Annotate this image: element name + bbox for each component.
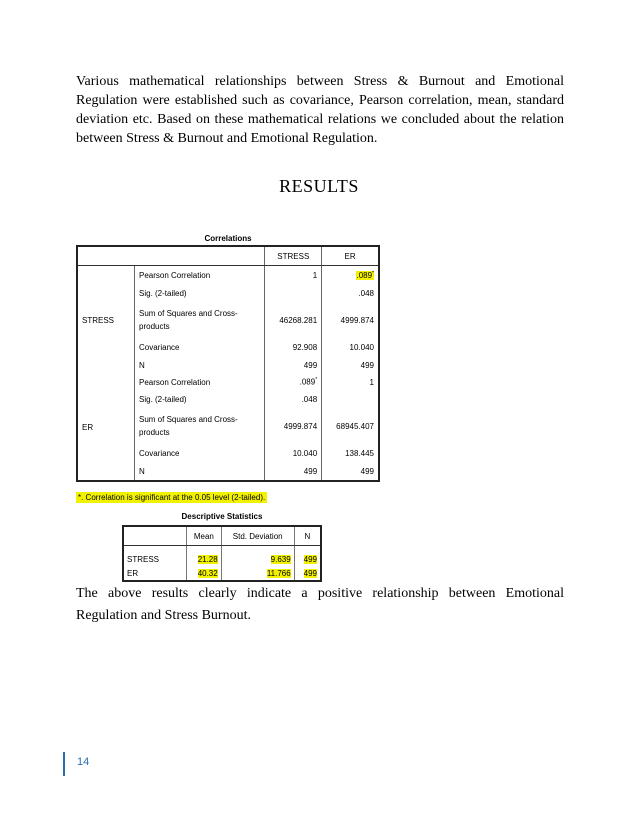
table-row xyxy=(123,566,321,581)
table-row xyxy=(123,552,321,566)
row-label: Sig. (2-tailed) xyxy=(139,288,187,298)
table-cell: 68945.407 xyxy=(322,408,379,444)
table-cell: 1 xyxy=(265,266,322,285)
column-header-er: ER xyxy=(322,246,379,266)
table-cell: 499 xyxy=(294,552,321,566)
table-cell: 92.908 xyxy=(265,338,322,356)
table-cell: 21.28 xyxy=(187,552,222,566)
row-label: Sum of Squares and Cross- products xyxy=(139,415,238,437)
table-header-row xyxy=(77,246,379,266)
highlighted-value: .089* xyxy=(356,270,374,280)
table-cell: 46268.281 xyxy=(265,302,322,338)
column-header-stress: STRESS xyxy=(265,246,322,266)
row-label: Sig. (2-tailed) xyxy=(139,394,187,404)
significance-mark: * xyxy=(372,270,374,277)
table-cell: 499 xyxy=(322,356,379,374)
column-header-std: Std. Deviation xyxy=(221,526,294,546)
column-header-mean: Mean xyxy=(187,526,222,546)
table-cell: 499 xyxy=(265,462,322,481)
table-header-row xyxy=(123,526,321,546)
row-label: N xyxy=(139,466,145,476)
table-row xyxy=(77,266,379,285)
row-label: Sum of Squares and Cross- products xyxy=(139,309,238,331)
table-cell: 499 xyxy=(265,356,322,374)
table-cell: 499 xyxy=(322,462,379,481)
table-cell: 9.639 xyxy=(221,552,294,566)
results-heading: RESULTS xyxy=(279,176,359,196)
table-cell: 1 xyxy=(322,374,379,390)
table-cell: .048 xyxy=(322,284,379,302)
table-cell: 138.445 xyxy=(322,444,379,462)
table-cell: 4999.874 xyxy=(265,408,322,444)
row-label: STRESS xyxy=(123,552,187,566)
significance-footnote: *. Correlation is significant at the 0.05 level (2-tailed). xyxy=(78,493,266,502)
table-cell: 499 xyxy=(294,566,321,581)
row-label: Pearson Correlation xyxy=(139,377,211,387)
table-cell: .048 xyxy=(265,390,322,408)
correlations-table xyxy=(76,245,380,482)
descriptive-caption: Descriptive Statistics xyxy=(181,512,263,521)
intro-paragraph: Various mathematical relationships between Stress & Burnout and Emotional Regulation were established such as covariance, Pearson correlation, mean, standard deviation etc. Based on these mathematical relations we concluded about the relation between Stress & Burnout and Emotional Regulation. xyxy=(76,74,564,146)
table-cell xyxy=(322,266,379,285)
correlations-caption: Correlations xyxy=(204,234,252,243)
row-group-label-stress: STRESS xyxy=(77,266,135,375)
table-cell: 10.040 xyxy=(265,444,322,462)
page-number-bar xyxy=(63,752,65,776)
table-cell: .089* xyxy=(265,374,322,390)
row-label: Covariance xyxy=(139,448,180,458)
row-label: N xyxy=(139,360,145,370)
table-cell: 4999.874 xyxy=(322,302,379,338)
row-label: ER xyxy=(123,566,187,581)
row-group-label-er: ER xyxy=(77,374,135,481)
table-cell xyxy=(265,284,322,302)
row-label: Pearson Correlation xyxy=(139,270,211,280)
table-cell: 11.766 xyxy=(221,566,294,581)
descriptive-table xyxy=(122,525,322,582)
table-row xyxy=(77,374,379,390)
table-cell xyxy=(322,390,379,408)
column-header-n: N xyxy=(294,526,321,546)
table-cell: 40.32 xyxy=(187,566,222,581)
conclusion-paragraph: The above results clearly indicate a positive relationship between Emotional Regulation and Stress Burnout. xyxy=(76,586,564,623)
significance-mark: * xyxy=(315,377,318,384)
page-number: 14 xyxy=(77,756,90,768)
table-cell: 10.040 xyxy=(322,338,379,356)
row-label: Covariance xyxy=(139,342,180,352)
